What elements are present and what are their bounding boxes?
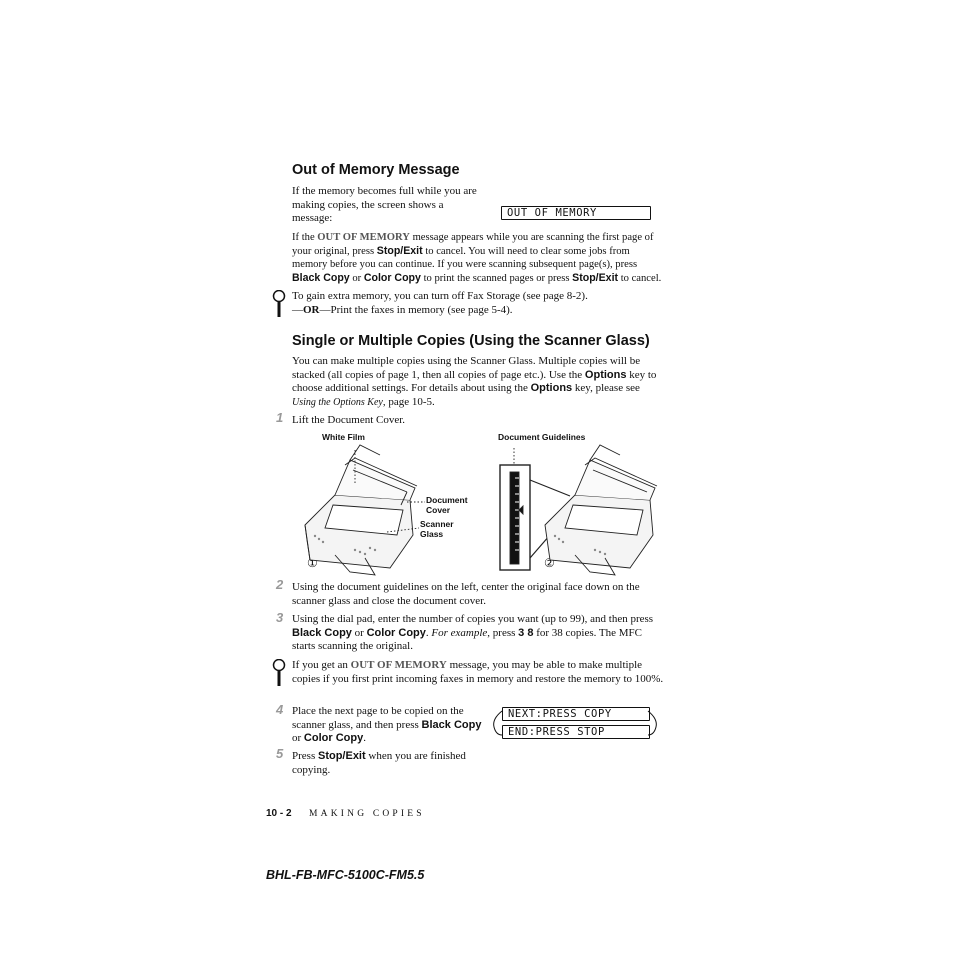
key-color-copy: Color Copy [363, 271, 421, 284]
step-number-1: 1 [276, 410, 284, 425]
text-run: key to choose additional settings. For details about using the [292, 368, 657, 394]
text-run: Press [292, 750, 318, 762]
figure-label-document-guidelines: Document Guidelines [498, 432, 586, 442]
label-line: Glass [420, 528, 444, 539]
step-number-4: 4 [276, 702, 284, 717]
section-heading-single-multiple-copies: Single or Multiple Copies (Using the Scanner Glass) [292, 333, 650, 349]
lcd-display-next-press-copy: NEXT:PRESS COPY [502, 707, 650, 721]
chapter-title: MAKING COPIES [309, 809, 425, 819]
text-run: —Print the faxes in memory (see page 5-4). [319, 303, 513, 316]
lcd-display-out-of-memory: OUT OF MEMORY [501, 206, 651, 220]
key-options: Options [530, 382, 573, 394]
text-run: key, please see [572, 382, 640, 394]
key-stop-exit: Stop/Exit [572, 271, 619, 284]
step-4-text [292, 705, 482, 746]
text-run: If the [292, 232, 318, 243]
step-number-2: 2 [276, 577, 284, 592]
note-pin-icon [272, 659, 286, 687]
document-code: BHL-FB-MFC-5100C-FM5.5 [266, 868, 425, 882]
key-color-copy: Color Copy [366, 626, 426, 639]
figure-circle-2: ② [544, 556, 555, 570]
mfc-scanner-illustration [295, 440, 665, 580]
key-color-copy: Color Copy [303, 732, 364, 744]
text-run: to cancel. You will need to clear some jobs from memory before you can continue. If you were scanning subsequent page(s), press [292, 245, 638, 270]
figure-circle-1: ① [307, 556, 318, 570]
emphasis: For example [431, 626, 488, 639]
step-1-text: Lift the Document Cover. [292, 414, 406, 426]
note-out-of-memory [292, 659, 664, 686]
cross-reference-title: Using the Options Key [292, 396, 383, 408]
note-pin-icon [272, 290, 286, 318]
step-5-text [292, 750, 482, 777]
text-run: message, you may be able to make multiple copies if you first print incoming faxes in memory and restore the memory to 100%. [292, 659, 664, 685]
note-line: To gain extra memory, you can turn off Fax Storage (see page 8-2). [292, 290, 588, 302]
text-run: when you are finished copying. [292, 750, 466, 776]
key-black-copy: Black Copy [292, 626, 352, 639]
text-run: . [425, 626, 432, 639]
step-number-5: 5 [276, 746, 284, 761]
text-run: If you get an [292, 659, 351, 671]
note-extra-memory [292, 290, 662, 317]
label-line: Cover [426, 504, 451, 515]
key-digits: 3 8 [518, 626, 534, 639]
step-number-3: 3 [276, 610, 284, 625]
or-keyword: OR [303, 303, 320, 316]
text-run: . [363, 732, 366, 744]
intro-paragraph: If the memory becomes full while you are making copies, the screen shows a message: [292, 185, 477, 224]
lcd-message-keyword: OUT OF MEMORY [317, 232, 410, 243]
lcd-message-keyword: OUT OF MEMORY [350, 659, 447, 671]
text-run: , press [487, 626, 519, 639]
lcd-display-end-press-stop: END:PRESS STOP [502, 725, 650, 739]
key-black-copy: Black Copy [421, 718, 482, 731]
text-run: to cancel. [618, 272, 662, 284]
text-run: — [292, 303, 303, 316]
label-line: Document [426, 495, 468, 505]
section-heading-out-of-memory: Out of Memory Message [292, 162, 460, 178]
text-run: to print the scanned pages or press [420, 272, 573, 284]
text-run: message appears while you are scanning the first page of your original, press [292, 232, 654, 257]
text-run: , page 10-5. [382, 395, 435, 408]
text-run: or [349, 272, 364, 284]
label-line: Scanner [420, 519, 454, 529]
text-run: Using the dial pad, enter the number of copies you want (up to 99), and then press [292, 613, 654, 625]
step-3-text [292, 613, 664, 654]
key-stop-exit: Stop/Exit [376, 244, 423, 257]
key-options: Options [584, 368, 627, 381]
key-black-copy: Black Copy [292, 271, 350, 284]
page-number: 10 - 2 [266, 808, 292, 819]
key-stop-exit: Stop/Exit [317, 750, 366, 762]
text-run: or [292, 732, 304, 744]
multiple-copies-paragraph [292, 355, 664, 409]
note-or-line [292, 304, 662, 318]
text-run: or [351, 626, 367, 639]
figure-label-white-film: White Film [322, 432, 365, 442]
text-run: for 38 copies. The MFC starts scanning the original. [292, 626, 643, 652]
out-of-memory-paragraph [292, 231, 662, 285]
step-2-text: Using the document guidelines on the left, center the original face down on the scanner glass and close the document cover. [292, 581, 640, 607]
text-run: Place the next page to be copied on the scanner glass, and then press [292, 705, 464, 731]
text-run: You can make multiple copies using the Scanner Glass. Multiple copies will be stacked (all copies of page 1, then all copies of page etc.). Use the [292, 355, 641, 381]
